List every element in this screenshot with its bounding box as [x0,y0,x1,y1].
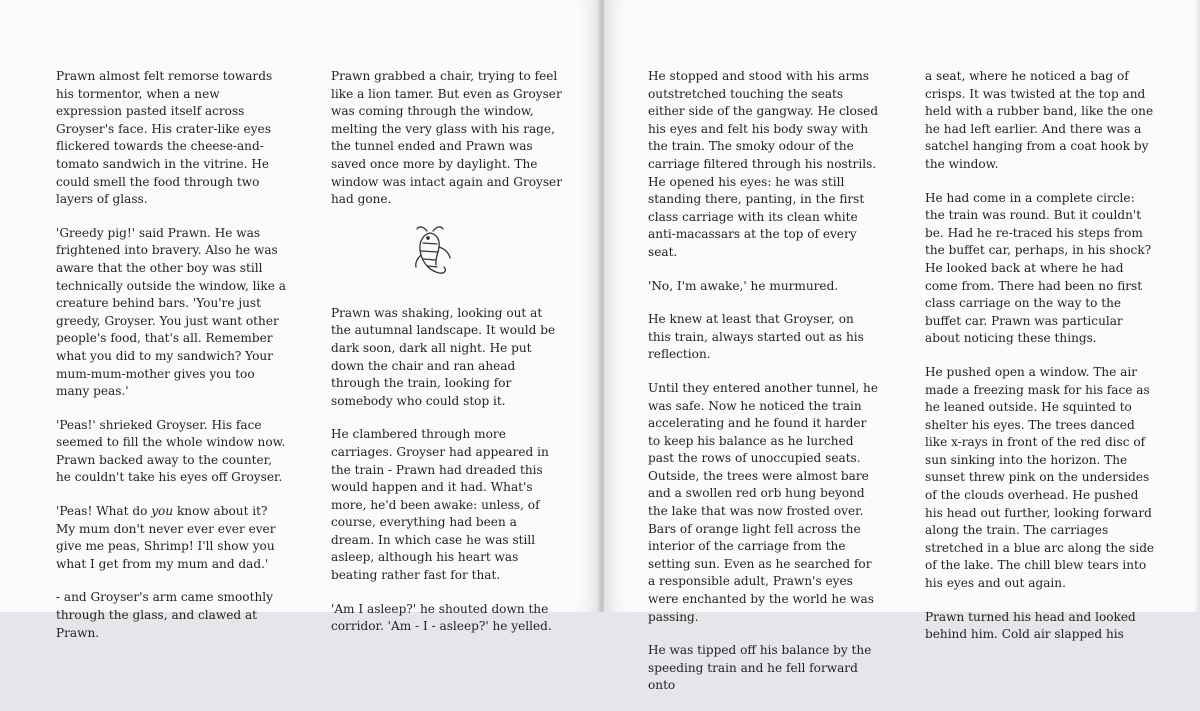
paragraph: Prawn was shaking, looking out at the autumnal landscape. It would be dark soon, dark all night. He put down the chair and ran ahead through the train, looking for somebody who could stop it. [331,305,556,408]
paragraph: 'No, I'm awake,' he murmured. [648,278,839,293]
paragraph-text: 'Peas! What do you know about it? My mum don't never ever ever ever give me peas, Shrimp! I'll show you what I get from my mum and dad.' [56,504,276,571]
text-column-2 [331,68,563,652]
paragraph: He was tipped off his balance by the speeding train and he fell forward onto [648,643,872,693]
paragraph: Prawn turned his head and looked behind him. Cold air slapped his [925,609,1136,642]
page-edge [1194,0,1200,612]
paragraph: 'Peas!' shrieked Groyser. His face seemed to fill the whole window now. Prawn backed away to the counter, he couldn't take his eyes off Groyser. [56,417,286,485]
text-column-1 [56,68,288,658]
prawn-ornament-icon [409,223,453,283]
paragraph: Until they entered another tunnel, he was safe. Now he noticed the train accelerating and he found it harder to keep his balance as he lurched past the rows of unoccupied seats. Outside, the trees were almost bare and a swollen red orb hung beyond the lake that was now frosted over. Bars of orange light fell across the interior of the carriage from the setting sun. Even as he searched for a responsible adult, Prawn's eyes were enchanted by the world he was passing. [648,380,878,624]
paragraph: a seat, where he noticed a bag of crisps. It was twisted at the top and held with a rubber band, like the one he had left earlier. And there was a satchel hanging from a coat hook by the window. [925,69,1154,171]
text-column-4 [925,68,1157,660]
paragraph: 'Greedy pig!' said Prawn. He was frightened into bravery. Also he was aware that the other boy was still technically outside the window, like a creature behind bars. 'You're just greedy, Groyser. You just want other people's food, that's all. Remember what you did to my sandwich? Your mum-mum-mother gives you too many peas.' [56,225,286,399]
paragraph: He stopped and stood with his arms outstretched touching the seats either side of the gangway. He closed his eyes and felt his body sway with the train. The smoky odour of the carriage filtered through his nostrils. He opened his eyes: he was still standing there, panting, in the first class carriage with its clean white anti-macassars at the top of every seat. [648,69,879,259]
paragraph: - and Groyser's arm came smoothly through the glass, and clawed at Prawn. [56,590,273,640]
paragraph: Prawn grabbed a chair, trying to feel like a lion tamer. But even as Groyser was coming through the window, melting the very glass with his rage, the tunnel ended and Prawn was saved once more by daylight. The window was intact again and Groyser had gone. [331,69,562,207]
paragraph: 'Am I asleep?' he shouted down the corridor. 'Am - I - asleep?' he yelled. [331,601,552,634]
paragraph [56,503,288,573]
left-page [0,0,600,640]
paragraph: He pushed open a window. The air made a freezing mask for his face as he leaned outside. He squinted to shelter his eyes. The trees danced like x-rays in front of the red disc of sun sinking into the horizon. The sunset threw pink on the undersides of the clouds overhead. He pushed his head out further, looking forward along the train. The carriages stretched in a blue arc along the side of the lake. The chill blew tears into his eyes and out again. [925,364,1155,591]
paragraph: He knew at least that Groyser, on this train, always started out as his reflection. [648,312,864,362]
text-column-3 [648,68,880,711]
paragraph: He had come in a complete circle: the train was round. But it couldn't be. Had he re-traced his steps from the buffet car, perhaps, in his shock? He looked back at where he had come from. There had been no first class carriage on the way to the buffet car. Prawn was particular about noticing these things. [925,190,1152,346]
paragraph: He clambered through more carriages. Groyser had appeared in the train - Prawn had dreaded this would happen and it had. What's more, he'd been awake: unless, of course, everything had been a dream. In which case he was still asleep, although his heart was beating rather fast for that. [331,427,549,583]
paragraph: Prawn almost felt remorse towards his tormentor, when a new expression pasted itself across Groyser's face. His crater-like eyes flickered towards the cheese-and-tomato sandwich in the vitrine. He could smell the food through two layers of glass. [56,69,273,207]
